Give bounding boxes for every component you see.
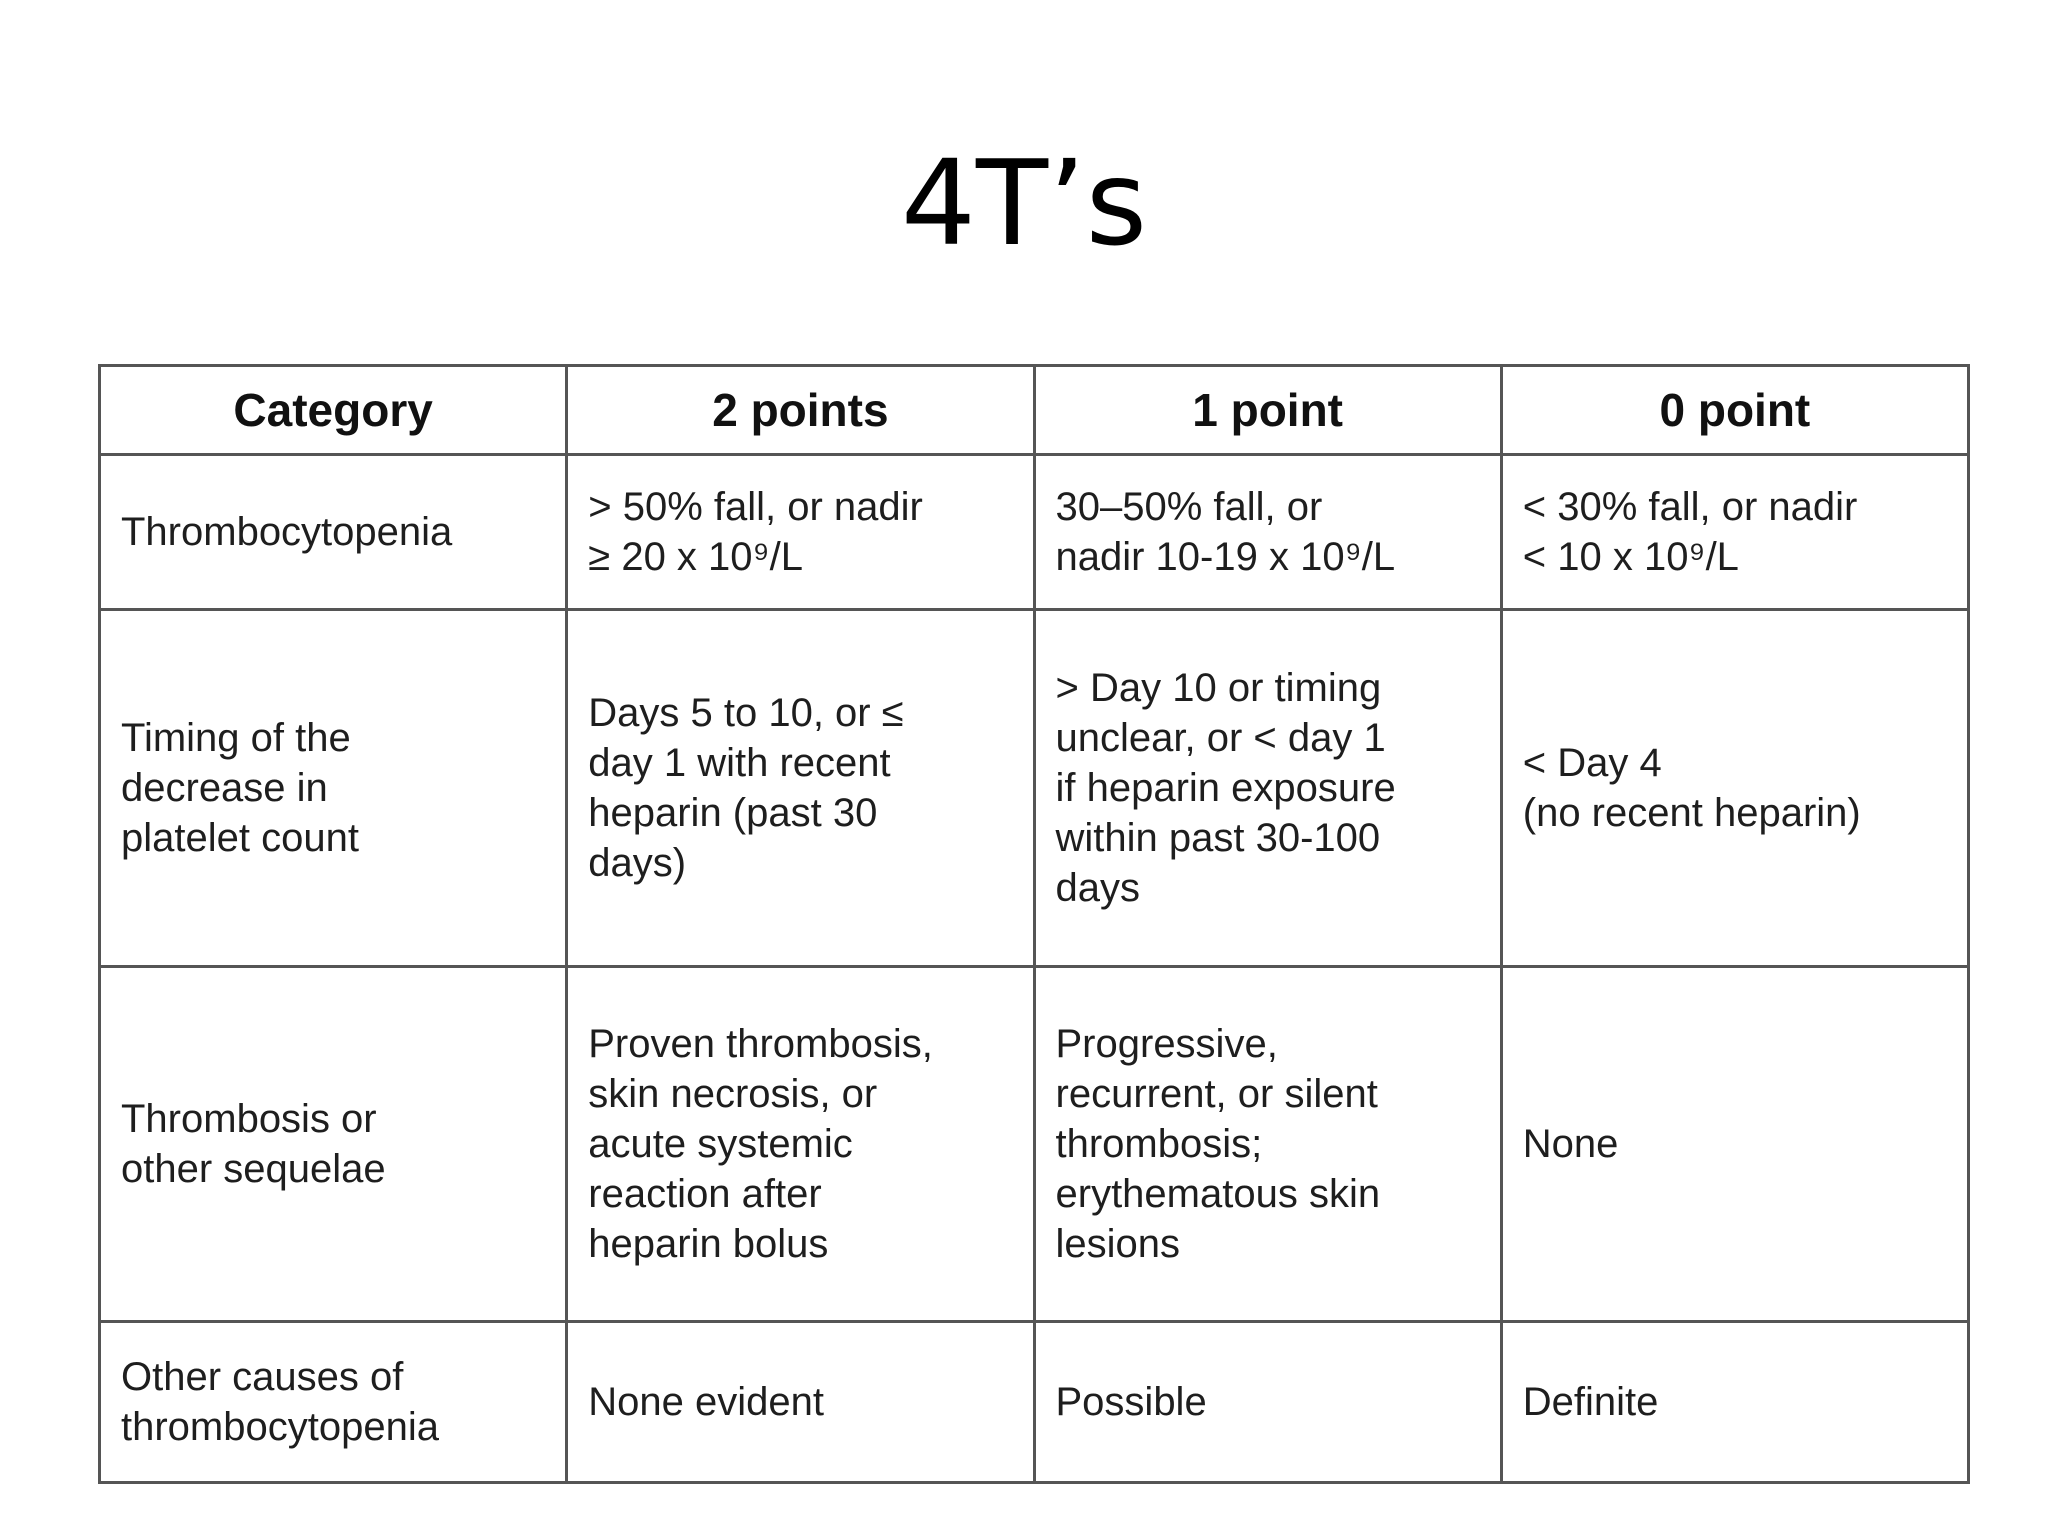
two-points-cell [567, 967, 1034, 1322]
cell-text: Progressive, recurrent, or silent thrombosis; erythematous skin lesions [1055, 1022, 1381, 1266]
row-category-cell [100, 967, 567, 1322]
slide-title: 4T’s [900, 134, 1148, 272]
one-point-cell [1034, 967, 1501, 1322]
table-row [100, 610, 1969, 967]
one-point-cell [1034, 610, 1501, 967]
two-points-cell [567, 1322, 1034, 1483]
one-point-cell [1034, 1322, 1501, 1483]
zero-point-cell [1501, 610, 1968, 967]
two-points-cell [567, 455, 1034, 610]
two-points-cell [567, 610, 1034, 967]
scoring-table-container [98, 364, 1970, 1480]
table-row [100, 455, 1969, 610]
zero-point-cell [1501, 967, 1968, 1322]
table-header-row [100, 366, 1969, 455]
zero-point-cell [1501, 455, 1968, 610]
cell-text: > 50% fall, or nadir ≥ 20 x 10⁹/L [588, 485, 923, 579]
cell-text: Thrombosis or other sequelae [121, 1097, 386, 1191]
cell-text: < Day 4 (no recent heparin) [1522, 741, 1861, 835]
header-2-points: 2 points [567, 366, 1034, 455]
cell-text: < 30% fall, or nadir < 10 x 10⁹/L [1522, 485, 1858, 579]
table-row [100, 1322, 1969, 1483]
table-row [100, 967, 1969, 1322]
cell-text: Possible [1055, 1380, 1207, 1424]
row-category-cell [100, 610, 567, 967]
cell-text: Proven thrombosis, skin necrosis, or acute systemic reaction after heparin bolus [588, 1022, 933, 1266]
cell-text: Thrombocytopenia [121, 510, 453, 554]
cell-text: Definite [1522, 1380, 1659, 1424]
cell-text: None evident [588, 1380, 824, 1424]
zero-point-cell [1501, 1322, 1968, 1483]
row-category-cell [100, 455, 567, 610]
cell-text: Days 5 to 10, or ≤ day 1 with recent heparin (past 30 days) [588, 691, 904, 885]
one-point-cell [1034, 455, 1501, 610]
cell-text: > Day 10 or timing unclear, or < day 1 if heparin exposure within past 30-100 days [1055, 666, 1396, 910]
header-0-point: 0 point [1501, 366, 1968, 455]
cell-text: None [1522, 1122, 1619, 1166]
header-category: Category [100, 366, 567, 455]
row-category-cell [100, 1322, 567, 1483]
scoring-table [98, 364, 1970, 1484]
header-1-point: 1 point [1034, 366, 1501, 455]
cell-text: Timing of the decrease in platelet count [121, 716, 359, 860]
cell-text: 30–50% fall, or nadir 10-19 x 10⁹/L [1055, 485, 1396, 579]
cell-text: Other causes of thrombocytopenia [121, 1355, 439, 1449]
